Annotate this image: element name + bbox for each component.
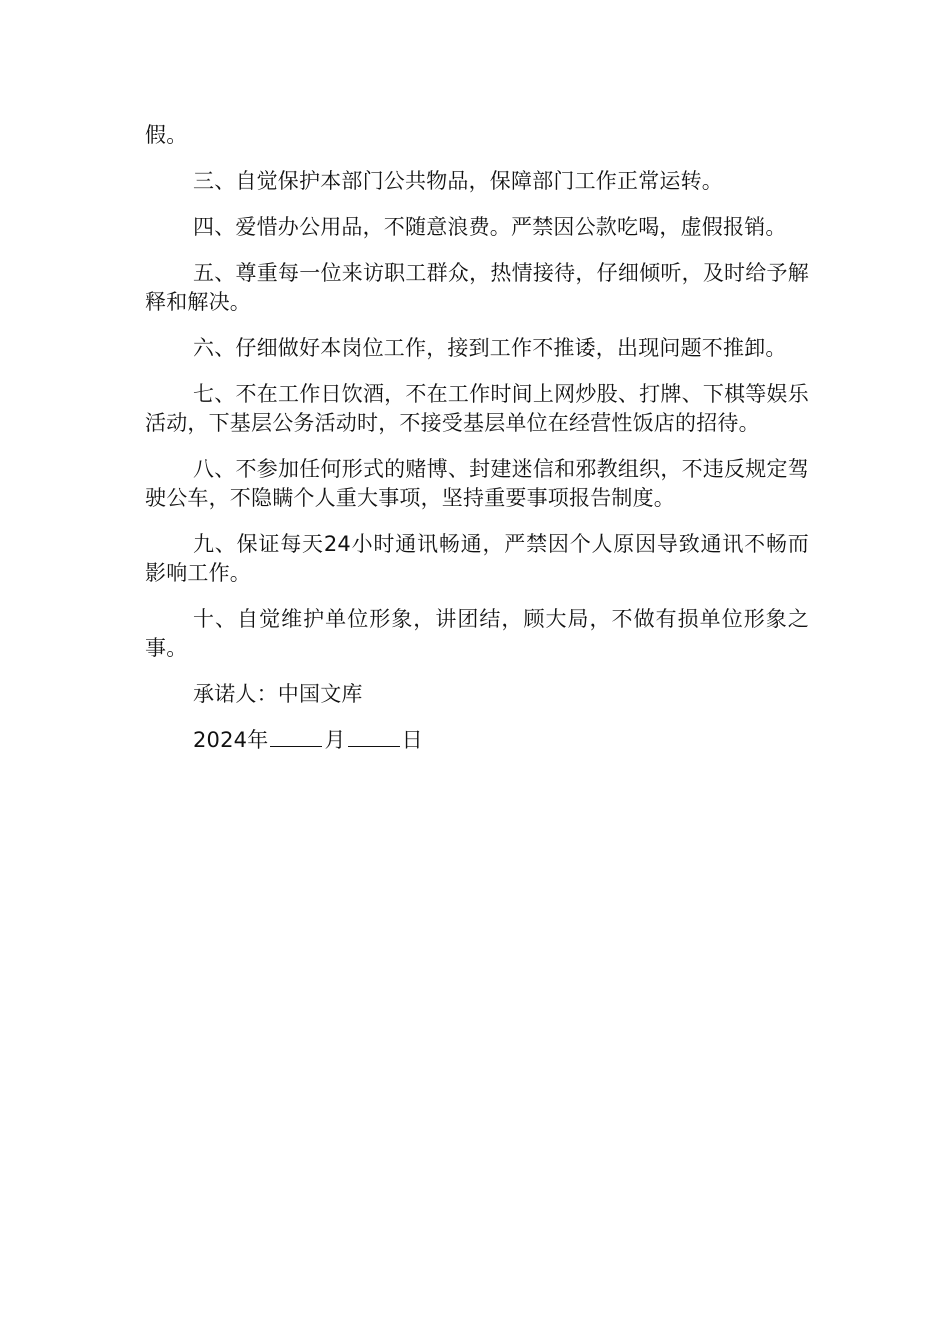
date-year: 2024年 [193, 728, 269, 752]
paragraph-item-10: 十、自觉维护单位形象，讲团结，顾大局，不做有损单位形象之事。 [145, 607, 809, 660]
paragraph-item-9: 九、保证每天24小时通讯畅通，严禁因个人原因导致通讯不畅而影响工作。 [145, 532, 809, 585]
paragraph-item-7: 七、不在工作日饮酒，不在工作时间上网炒股、打牌、下棋等娱乐活动，下基层公务活动时，不接受基层单位在经营性饭店的招待。 [145, 382, 809, 435]
day-blank [348, 726, 400, 747]
date-day-label: 日 [401, 728, 423, 752]
paragraph-item-4: 四、爱惜办公用品，不随意浪费。严禁因公款吃喝，虚假报销。 [193, 215, 787, 239]
date-line [145, 726, 809, 755]
document-body [145, 121, 809, 772]
signature-line: 承诺人：中国文库 [193, 682, 363, 706]
paragraph-item-3: 三、自觉保护本部门公共物品，保障部门工作正常运转。 [193, 169, 723, 193]
paragraph-item-6: 六、仔细做好本岗位工作，接到工作不推诿，出现问题不推卸。 [193, 336, 787, 360]
month-blank [270, 726, 322, 747]
date-month-label: 月 [324, 728, 346, 752]
paragraph-item-8: 八、不参加任何形式的赌博、封建迷信和邪教组织，不违反规定驾驶公车，不隐瞒个人重大事项，坚持重要事项报告制度。 [145, 457, 809, 510]
paragraph-item-5: 五、尊重每一位来访职工群众，热情接待，仔细倾听，及时给予解释和解决。 [145, 261, 809, 314]
paragraph-continuation: 假。 [145, 123, 188, 147]
